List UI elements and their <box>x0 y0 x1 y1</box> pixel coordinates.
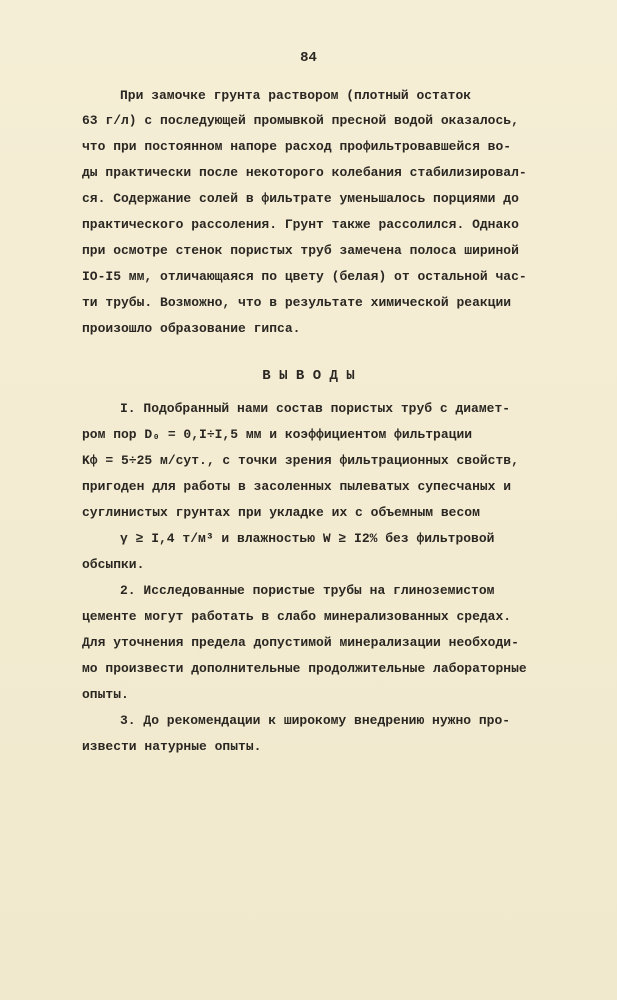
paragraph-line: При замочке грунта раствором (плотный остаток <box>120 88 472 103</box>
conclusion-line: опыты. <box>82 687 129 702</box>
conclusion-line: 3. До рекомендации к широкому внедрению нужно про- <box>120 713 511 728</box>
paragraph-line: 63 г/л) с последующей промывкой пресной водой оказалось, <box>82 113 519 128</box>
paragraph-line: произошло образование гипса. <box>82 321 301 336</box>
conclusion-line: обсыпки. <box>82 557 145 572</box>
conclusion-line: ром пор D₀ = 0,I÷I,5 мм и коэффициентом фильтрации <box>82 427 473 442</box>
page-number: 84 <box>300 50 317 66</box>
conclusion-line: Для уточнения предела допустимой минерализации необходи- <box>82 635 519 650</box>
conclusion-line: I. Подобранный нами состав пористых труб с диамет- <box>120 401 511 416</box>
conclusion-line: пригоден для работы в засоленных пылеватых супесчаных и <box>82 479 512 494</box>
conclusion-line: суглинистых грунтах при укладке их с объемным весом <box>82 505 480 520</box>
paragraph-line: что при постоянном напоре расход профильтровавшейся во- <box>82 139 512 154</box>
section-heading: В Ы В О Д Ы <box>262 368 355 384</box>
paragraph-line: IO-I5 мм, отличающаяся по цвету (белая) от остальной час- <box>82 269 527 284</box>
paragraph-line: ти трубы. Возможно, что в результате химической реакции <box>82 295 512 310</box>
conclusion-line: Kф = 5÷25 м/сут., с точки зрения фильтрационных свойств, <box>82 453 519 468</box>
paragraph-line: практического рассоления. Грунт также рассолился. Однако <box>82 217 519 232</box>
conclusion-line: цементе могут работать в слабо минерализованных средах. <box>82 609 512 624</box>
conclusion-line: извести натурные опыты. <box>82 739 262 754</box>
conclusion-line: γ ≥ I,4 т/м³ и влажностью W ≥ I2% без фильтровой <box>120 531 495 546</box>
paragraph-line: ды практически после некоторого колебания стабилизировал- <box>82 165 527 180</box>
paragraph-line: при осмотре стенок пористых труб замечена полоса шириной <box>82 243 519 258</box>
paragraph-line: ся. Содержание солей в фильтрате уменьшалось порциями до <box>82 191 519 206</box>
conclusion-line: мо произвести дополнительные продолжительные лабораторные <box>82 661 527 676</box>
conclusion-line: 2. Исследованные пористые трубы на глиноземистом <box>120 583 495 598</box>
